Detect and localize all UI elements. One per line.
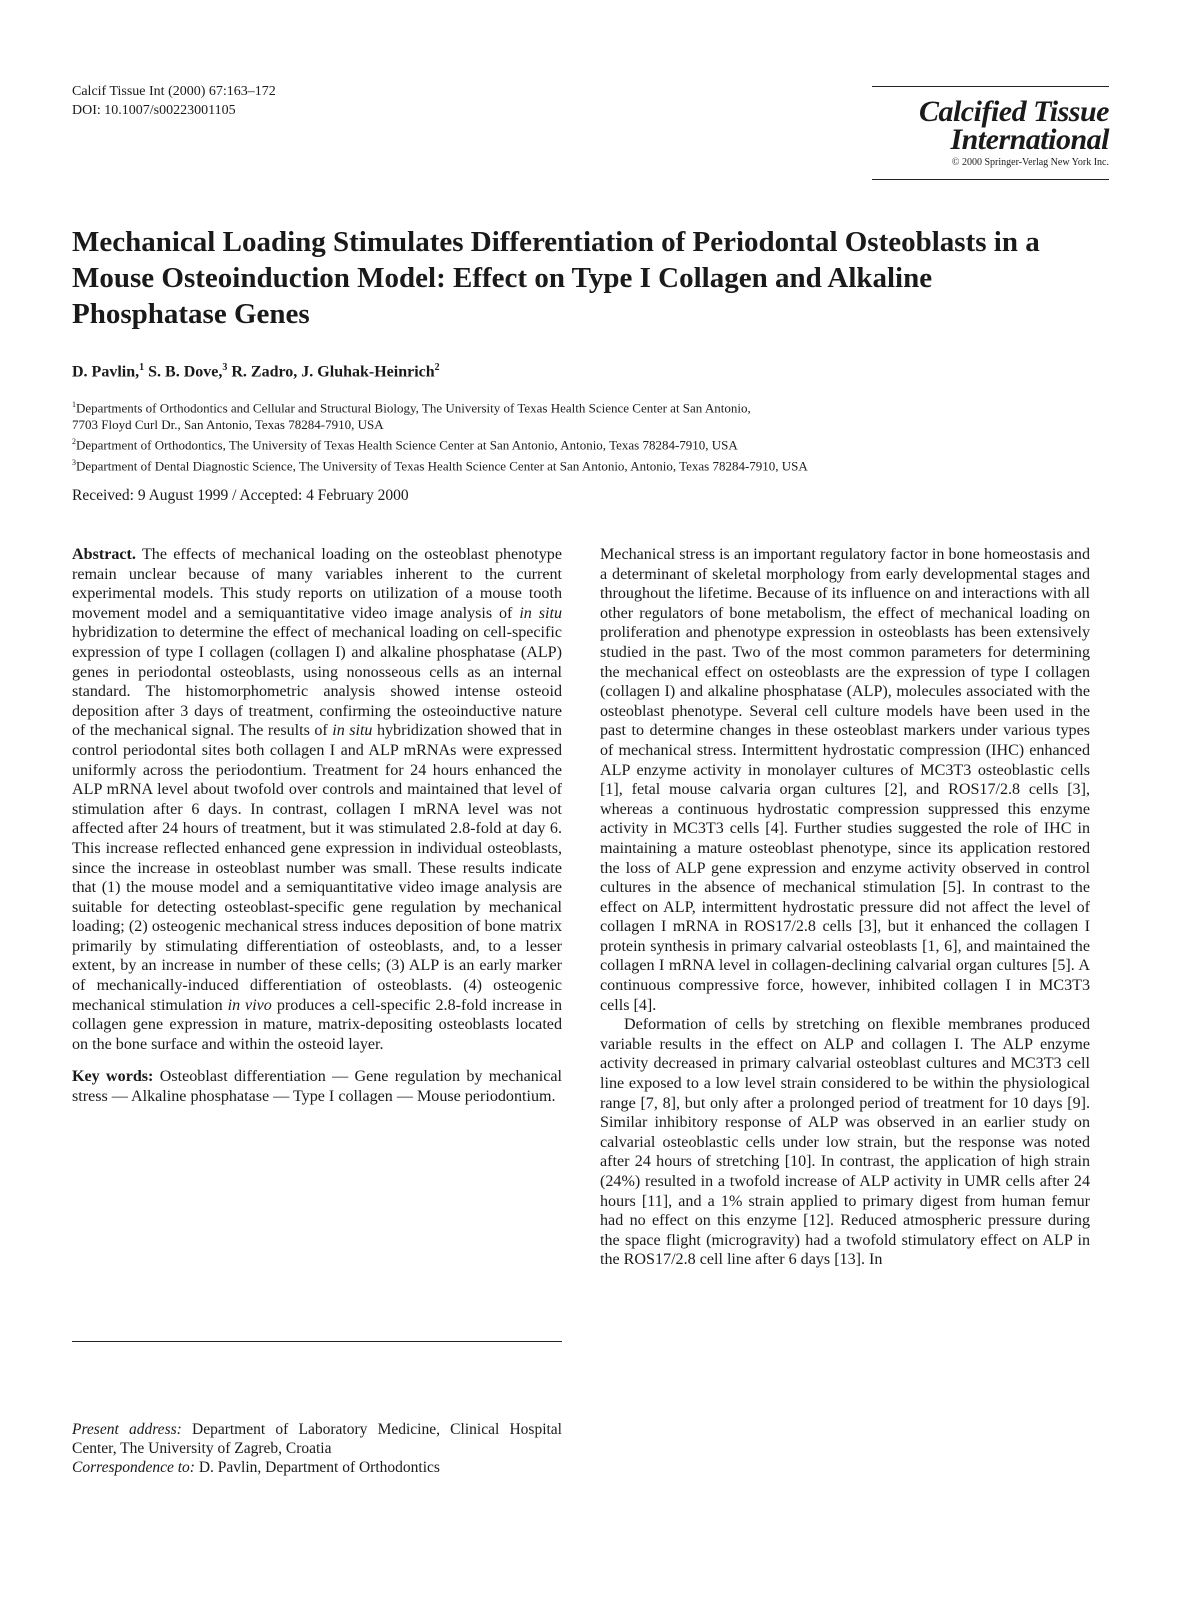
abstract-italic: in situ [519, 604, 562, 622]
affiliation-text: Department of Orthodontics, The University of Texas Health Science Center at San Antonio, Antonio, Texas 78284-7910, USA [76, 437, 738, 453]
affiliation-text: 7703 Floyd Curl Dr., San Antonio, Texas 78284-7910, USA [72, 417, 384, 433]
affiliation-line [72, 433, 1132, 453]
affiliation-marker: 2 [72, 437, 76, 447]
author-affiliation-marker: 2 [434, 362, 440, 373]
present-address-label: Present address: [72, 1421, 182, 1438]
citation-line: Calcif Tissue Int (2000) 67:163–172 [72, 84, 276, 99]
right-column [600, 545, 1090, 1270]
affiliation-marker: 1 [72, 400, 76, 409]
correspondence-text: D. Pavlin, Department of Orthodontics [198, 1459, 440, 1476]
abstract-text: hybridization showed that in control periodontal sites both collagen I and ALP mRNAs were expressed uniformly across the periodontium. Treatment for 24 hours enhanced the ALP mRNA level about twofold over controls and maintained that level of stimulation after 6 days. In contrast, collagen I mRNA level was not affected after 24 hours of treatment, but it was stimulated 2.8-fold at day 6. This increase reflected enhanced gene expression in individual osteoblasts, since the increase in osteoblast number was small. These results indicate that (1) the mouse model and a semiquantitative video image analysis are suitable for detecting osteoblast-specific gene regulation by mechanical loading; (2) osteogenic mechanical stress induces deposition of bone matrix primarily by stimulating differentiation of osteoblasts, and, to a lesser extent, by an increase in number of these cells; (3) ALP is an early marker of mechanically-induced differentiation of osteoblasts. (4) osteogenic mechanical stimulation [72, 722, 562, 1014]
keywords-label: Key words: [72, 1068, 154, 1086]
keywords [72, 1067, 562, 1106]
received-accepted-dates: Received: 9 August 1999 / Accepted: 4 February 2000 [72, 487, 409, 504]
author-affiliation-marker: 1 [139, 362, 145, 373]
author-name: J. Gluhak-Heinrich [301, 363, 435, 381]
footnote [72, 1420, 562, 1477]
affiliation-line [72, 416, 1132, 433]
citation-info [72, 82, 276, 120]
author-name: D. Pavlin, [72, 363, 140, 381]
article-title: Mechanical Loading Stimulates Differentiation of Periodontal Osteoblasts in a Mouse Osteoinduction Model: Effect on Type I Collagen and Alkaline Phosphatase Genes [72, 226, 1040, 330]
keywords-text: Osteoblast differentiation — Gene regulation by mechanical stress — Alkaline phosphatase — Type I collagen — Mouse periodontium. [72, 1068, 563, 1106]
affiliation-text: Departments of Orthodontics and Cellular and Structural Biology, The University of Texas Health Science Center at San Antonio, [76, 400, 751, 416]
affiliation-text: Department of Dental Diagnostic Science, The University of Texas Health Science Center at San Antonio, Antonio, Texas 78284-7910, USA [76, 457, 808, 473]
abstract-text: The effects of mechanical loading on the osteoblast phenotype remain unclear because of many variables inherent to the current experimental models. This study reports on utilization of a mouse tooth movement model and a semiquantitative video image analysis of [72, 546, 563, 622]
abstract-text: produces a cell-specific 2.8-fold increase in collagen gene expression in mature, matrix-depositing osteoblasts located on the bone surface and within the osteoid layer. [72, 996, 563, 1053]
journal-logo [872, 86, 1109, 180]
affiliation-line [72, 396, 1132, 416]
correspondence [72, 1458, 562, 1477]
footnote-divider [72, 1341, 562, 1342]
abstract-text: hybridization to determine the effect of mechanical loading on cell-specific expression of type I collagen (collagen I) and alkaline phosphatase (ALP) genes in periodontal osteoblasts, using nonosseous cells as an internal standard. The histomorphometric analysis showed intense osteoid deposition after 3 days of treatment, confirming the osteoinductive nature of the mechanical signal. The results of [72, 624, 562, 740]
affiliation-line [72, 454, 1132, 474]
copyright-notice: © 2000 Springer-Verlag New York Inc. [951, 157, 1109, 168]
abstract-label: Abstract. [72, 546, 136, 563]
abstract-italic: in situ [332, 722, 373, 740]
body-paragraph: Deformation of cells by stretching on flexible membranes produced variable results in the effect on ALP and collagen I. The ALP enzyme activity decreased in primary calvarial osteoblast cultures and MC3T3 cell line exposed to a low level strain considered to be within the physiological range [7, 8], but only after a prolonged period of treatment for 10 days [9]. Similar inhibitory response of ALP was observed in an earlier study on calvarial osteoblastic cells under low strain, but the response was noted after 24 hours of stretching [10]. In contrast, the application of high strain (24%) resulted in a twofold increase of ALP activity in UMR cells after 24 hours [11], and a 1% strain applied to primary digest from human femur had no effect on this enzyme [12]. Reduced atmospheric pressure during the space flight (microgravity) had a twofold stimulatory effect on ALP in the ROS17/2.8 cell line after 6 days [13]. In [600, 1016, 1090, 1269]
body-paragraph: Mechanical stress is an important regulatory factor in bone homeostasis and a determinant of skeletal morphology from early developmental stages and throughout the lifetime. Because of its influence on and interactions with all other regulators of bone metabolism, the effect of mechanical loading on proliferation and phenotype expression in osteoblasts has been extensively studied in the past. Two of the most common parameters for determining the mechanical effect on osteoblasts are the expression of type I collagen (collagen I) and alkaline phosphatase (ALP), molecules associated with the osteoblast phenotype. Several cell culture models have been used in the past to determine changes in these osteoblast markers under various types of mechanical stress. Intermittent hydrostatic compression (IHC) enhanced ALP enzyme activity in monolayer cultures of MC3T3 osteoblastic cells [1], fetal mouse calvaria organ cultures [2], and ROS17/2.8 cells [3], whereas a continuous hydrostatic compression suppressed this enzyme activity in MC3T3 cells [4]. Further studies suggested the role of IHC in maintaining a mature osteoblast phenotype, since its application restored the loss of ALP gene expression and enzyme activity observed in control cultures in the absence of mechanical stimulation [5]. In contrast to the effect on ALP, intermittent hydrostatic pressure did not affect the level of collagen I mRNA in ROS17/2.8 cells [3], but it enhanced the collagen I protein synthesis in primary calvarial osteoblasts [1, 6], and maintained the collagen I mRNA level in collagen-declining calvarial organ cultures [5]. A continuous compressive force, however, inhibited collagen I in MC3T3 cells [4]. [600, 546, 1090, 1014]
abstract-italic: in vivo [227, 996, 272, 1014]
correspondence-label: Correspondence to: [72, 1459, 195, 1476]
affiliation-marker: 3 [72, 457, 76, 467]
author-name: R. Zadro, [231, 363, 298, 381]
abstract [72, 545, 562, 1054]
author-list [72, 358, 440, 382]
journal-logo-line-2: International [950, 123, 1109, 156]
affiliations [72, 396, 1132, 474]
present-address-text: Department of Laboratory Medicine, Clinical Hospital Center, The University of Zagreb, Croatia [72, 1421, 562, 1457]
author-affiliation-marker: 3 [222, 362, 228, 373]
author-name: S. B. Dove, [148, 363, 223, 381]
present-address [72, 1420, 562, 1458]
journal-logo-line-1: Calcified Tissue [918, 95, 1109, 128]
doi-line: DOI: 10.1007/s00223001105 [72, 103, 236, 118]
left-column [72, 545, 562, 1107]
